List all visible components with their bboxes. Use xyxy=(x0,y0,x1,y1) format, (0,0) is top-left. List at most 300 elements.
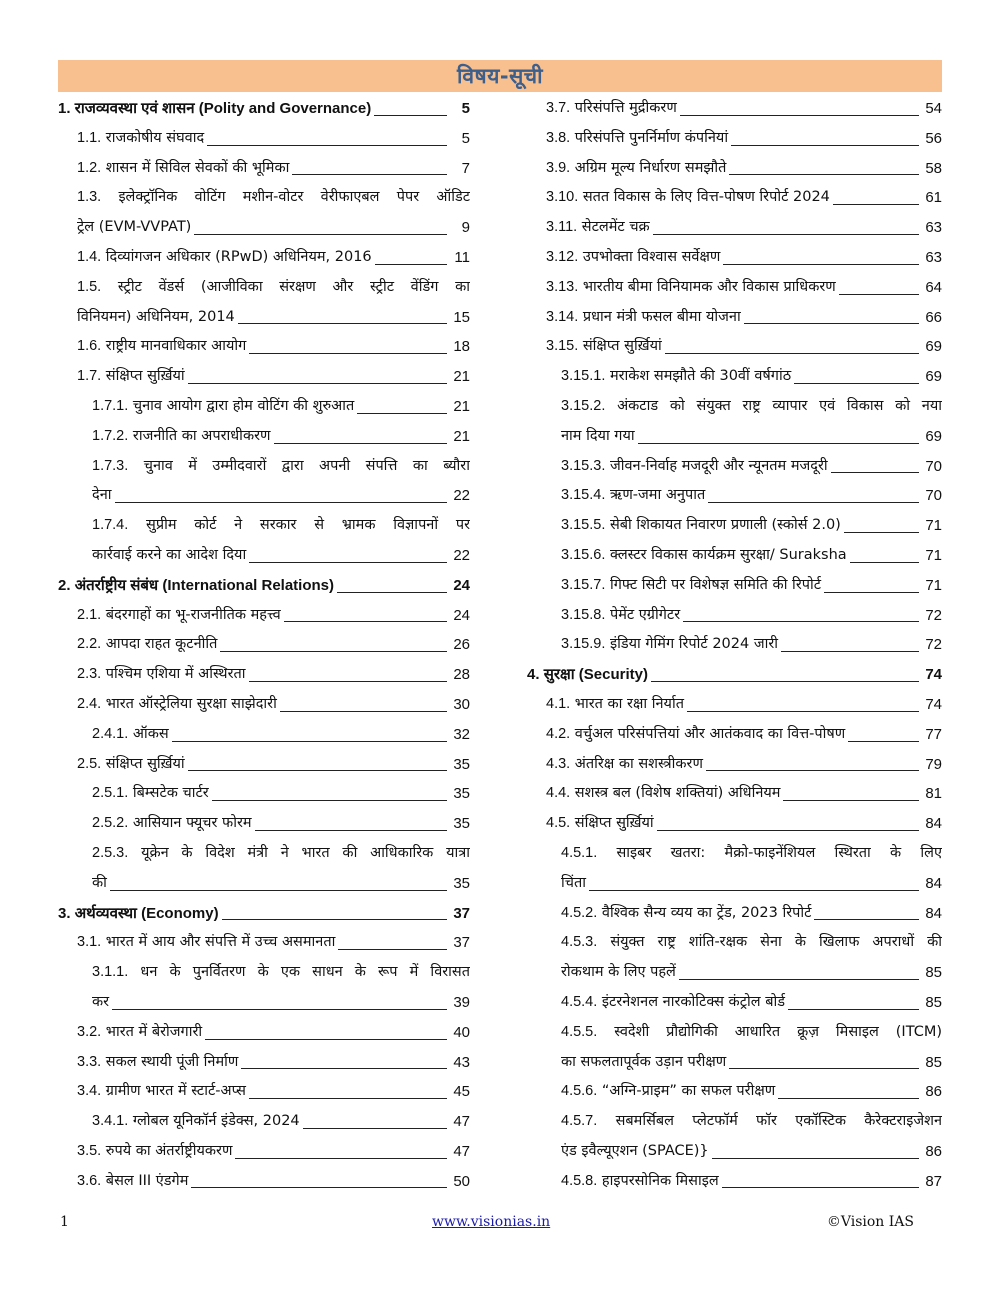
entry-number: 2. xyxy=(58,576,71,594)
dot-leader xyxy=(357,413,447,414)
entry-title: बंदरगाहों का भू-राजनीतिक महत्त्व xyxy=(105,606,281,623)
toc-subsection-entry[interactable] xyxy=(527,928,942,988)
entry-page-number: 87 xyxy=(925,1172,942,1190)
entry-number: 3.15.5. xyxy=(561,517,606,534)
entry-page-number: 79 xyxy=(925,755,942,773)
dot-leader xyxy=(687,711,919,712)
entry-title: भारत ऑस्ट्रेलिया सुरक्षा साझेदारी xyxy=(105,695,277,712)
entry-page-number: 71 xyxy=(925,546,942,564)
entry-title: भारत में आय और संपत्ति में उच्च असमानता xyxy=(105,934,336,951)
entry-page-number: 5 xyxy=(461,100,470,117)
toc-subsection-entry[interactable] xyxy=(58,392,470,422)
toc-chapter-entry[interactable] xyxy=(58,571,470,601)
entry-page-number: 22 xyxy=(453,487,470,505)
entry-number: 3.2. xyxy=(77,1023,102,1040)
entry-page-number: 84 xyxy=(925,815,942,833)
toc-chapter-entry[interactable] xyxy=(58,899,470,929)
toc-section-entry[interactable] xyxy=(527,243,942,273)
toc-section-entry[interactable] xyxy=(527,213,942,243)
toc-section-entry[interactable] xyxy=(58,183,470,243)
entry-number: 3.14. xyxy=(546,308,579,325)
entry-number: 3.10. xyxy=(546,189,579,206)
toc-section-entry[interactable] xyxy=(58,1167,470,1197)
entry-number: 2.5. xyxy=(77,755,102,772)
toc-subsection-entry[interactable] xyxy=(527,452,942,482)
entry-number: 3.8. xyxy=(546,129,571,146)
entry-page-number: 50 xyxy=(453,1172,470,1190)
toc-subsection-entry[interactable] xyxy=(527,392,942,452)
entry-number: 2.4. xyxy=(77,695,102,712)
entry-number: 4.5.6. xyxy=(561,1083,598,1100)
entry-title: ग्रामीण भारत में स्टार्ट-अप्स xyxy=(105,1083,246,1100)
entry-title: सतत विकास के लिए वित्त-पोषण रिपोर्ट 2024 xyxy=(582,189,830,206)
toc-section-entry[interactable] xyxy=(527,809,942,839)
entry-title: राष्ट्रीय मानवाधिकार आयोग xyxy=(105,338,247,355)
entry-number: 3.1. xyxy=(77,934,102,951)
toc-subsection-entry[interactable] xyxy=(58,511,470,571)
entry-page-number: 5 xyxy=(461,129,470,147)
entry-page-number: 63 xyxy=(925,219,942,237)
entry-title: दिव्यांगजन अधिकार (RPwD) अधिनियम, 2016 xyxy=(105,248,372,265)
toc-subsection-entry[interactable] xyxy=(58,422,470,452)
entry-number: 4.5. xyxy=(546,815,571,832)
toc-subsection-entry[interactable] xyxy=(527,630,942,660)
dot-leader xyxy=(783,800,919,801)
entry-number: 4.2. xyxy=(546,725,571,742)
dot-leader xyxy=(665,353,919,354)
entry-title: पेमेंट एग्रीगेटर xyxy=(609,606,681,623)
toc-section-entry[interactable] xyxy=(58,124,470,154)
dot-leader xyxy=(833,204,919,205)
toc-section-entry[interactable] xyxy=(58,273,470,333)
dot-leader xyxy=(338,949,447,950)
toc-subsection-entry[interactable] xyxy=(527,988,942,1018)
entry-title: उपभोक्ता विश्वास सर्वेक्षण xyxy=(582,248,721,265)
toc-subsection-entry[interactable] xyxy=(527,1077,942,1107)
entry-page-number: 66 xyxy=(925,308,942,326)
entry-title: ऋण-जमा अनुपात xyxy=(609,487,706,504)
dot-leader xyxy=(284,621,447,622)
toc-subsection-entry[interactable] xyxy=(527,899,942,929)
toc-section-entry[interactable] xyxy=(527,750,942,780)
toc-section-entry[interactable] xyxy=(527,124,942,154)
toc-section-entry[interactable] xyxy=(527,720,942,750)
entry-number: 2.5.2. xyxy=(92,815,129,832)
entry-number: 1.7.4. xyxy=(92,517,129,534)
entry-title: सेटलमेंट चक्र xyxy=(581,219,650,236)
toc-subsection-entry[interactable] xyxy=(58,452,470,512)
dot-leader xyxy=(706,770,919,771)
dot-leader xyxy=(683,621,919,622)
entry-page-number: 85 xyxy=(925,1053,942,1071)
entry-number: 3.15. xyxy=(546,338,579,355)
entry-number: 3. xyxy=(58,904,71,922)
dot-leader xyxy=(814,919,919,920)
entry-number: 3.15.1. xyxy=(561,368,606,385)
entry-number: 3.12. xyxy=(546,248,579,265)
entry-page-number: 11 xyxy=(454,248,470,266)
entry-title: “अग्नि-प्राइम” का सफल परीक्षण xyxy=(601,1083,776,1100)
dot-leader xyxy=(850,562,919,563)
toc-subsection-entry[interactable] xyxy=(58,720,470,750)
toc-subsection-entry[interactable] xyxy=(527,571,942,601)
entry-title: परिसंपत्ति मुद्रीकरण xyxy=(574,100,677,116)
entry-page-number: 47 xyxy=(453,1113,470,1131)
entry-title: इंटरनेशनल नारकोटिक्स कंट्रोल बोर्ड xyxy=(601,993,785,1010)
entry-page-number: 84 xyxy=(925,874,942,892)
entry-number: 2.1. xyxy=(77,606,102,623)
toc-section-entry[interactable] xyxy=(58,362,470,392)
dot-leader xyxy=(241,1068,447,1069)
entry-page-number: 74 xyxy=(925,695,942,713)
dot-leader xyxy=(112,1009,447,1010)
toc-section-entry[interactable] xyxy=(58,154,470,184)
toc-section-entry[interactable] xyxy=(527,690,942,720)
entry-number: 3.9. xyxy=(546,159,571,176)
entry-number: 3.3. xyxy=(77,1053,102,1070)
toc-subsection-entry[interactable] xyxy=(527,362,942,392)
dot-leader xyxy=(220,651,447,652)
entry-title: सुप्रीम कोर्ट ने सरकार से भ्रामक विज्ञापनों पर xyxy=(146,517,470,534)
entry-number: 3.15.6. xyxy=(561,546,606,563)
entry-title: आपदा राहत कूटनीति xyxy=(105,636,218,653)
entry-page-number: 35 xyxy=(453,785,470,803)
entry-page-number: 47 xyxy=(453,1142,470,1160)
entry-title: अंतरिक्ष का सशस्त्रीकरण xyxy=(574,755,703,772)
entry-page-number: 24 xyxy=(453,606,470,624)
entry-number: 2.2. xyxy=(77,636,102,653)
toc-section-entry[interactable] xyxy=(527,154,942,184)
entry-page-number: 30 xyxy=(453,695,470,713)
dot-leader xyxy=(238,323,447,324)
dot-leader xyxy=(115,502,447,503)
entry-page-number: 35 xyxy=(453,874,470,892)
entry-title: अंतर्राष्ट्रीय संबंध (International Relations) xyxy=(74,576,335,594)
entry-number: 3.4. xyxy=(77,1083,102,1100)
toc-section-entry[interactable] xyxy=(527,94,942,124)
entry-page-number: 81 xyxy=(925,785,942,803)
entry-page-number: 45 xyxy=(453,1083,470,1101)
entry-page-number: 74 xyxy=(925,666,942,684)
dot-leader xyxy=(794,383,919,384)
entry-title: हाइपरसोनिक मिसाइल xyxy=(601,1172,719,1189)
footer-copyright: ©Vision IAS xyxy=(826,1214,914,1230)
entry-page-number: 39 xyxy=(453,993,470,1011)
entry-page-number: 54 xyxy=(925,100,942,117)
dot-leader xyxy=(844,532,919,533)
entry-title: साइबर खतरा: मैक्रो-फाइनेंशियल स्थिरता के लिए xyxy=(616,844,942,861)
entry-number: 3.5. xyxy=(77,1142,102,1159)
entry-title: मराकेश समझौते की 30वीं वर्षगांठ xyxy=(609,368,792,385)
entry-page-number: 26 xyxy=(453,636,470,654)
entry-number: 3.15.2. xyxy=(561,397,606,414)
entry-page-number: 69 xyxy=(925,368,942,386)
entry-title-continued: ट्रेल (EVM-VVPAT) xyxy=(77,219,192,236)
dot-leader xyxy=(744,323,919,324)
toc-chapter-entry[interactable] xyxy=(527,660,942,690)
toc-subsection-entry[interactable] xyxy=(58,958,470,1018)
dot-leader xyxy=(375,264,447,265)
entry-number: 1. xyxy=(58,100,71,117)
entry-title: ऑकस xyxy=(132,725,169,742)
entry-title: चुनाव आयोग द्वारा होम वोटिंग की शुरुआत xyxy=(132,397,355,414)
entry-title-continued: देना xyxy=(92,487,112,504)
entry-title: अर्थव्यवस्था (Economy) xyxy=(74,904,219,922)
entry-title: सशस्त्र बल (विशेष शक्तियां) अधिनियम xyxy=(574,785,781,802)
dot-leader xyxy=(337,592,447,593)
entry-page-number: 56 xyxy=(925,129,942,147)
entry-title: वैश्विक सैन्य व्यय का ट्रेंड, 2023 रिपोर्ट xyxy=(601,904,812,921)
entry-number: 1.1. xyxy=(77,129,102,146)
dot-leader xyxy=(249,1098,447,1099)
entry-page-number: 21 xyxy=(453,368,470,386)
entry-title: पश्चिम एशिया में अस्थिरता xyxy=(105,666,246,683)
entry-page-number: 37 xyxy=(453,904,470,922)
dot-leader xyxy=(191,1187,447,1188)
toc-section-entry[interactable] xyxy=(527,183,942,213)
entry-title-continued: विनियमन) अधिनियम, 2014 xyxy=(77,308,235,325)
entry-title: आसियान फ्यूचर फोरम xyxy=(132,815,252,832)
toc-section-entry[interactable] xyxy=(58,630,470,660)
dot-leader xyxy=(280,711,447,712)
entry-title: धन के पुनर्वितरण के एक साधन के रूप में विरासत xyxy=(140,964,470,981)
entry-number: 4.5.5. xyxy=(561,1023,598,1040)
entry-page-number: 64 xyxy=(925,278,942,296)
dot-leader xyxy=(249,681,447,682)
entry-title: प्रधान मंत्री फसल बीमा योजना xyxy=(582,308,741,325)
dot-leader xyxy=(207,145,447,146)
toc-subsection-entry[interactable] xyxy=(527,839,942,899)
entry-title: संक्षिप्त सुर्ख़ियां xyxy=(582,338,662,355)
dot-leader xyxy=(679,979,919,980)
entry-title: इलेक्ट्रॉनिक वोटिंग मशीन-वोटर वेरीफाएबल पेपर ऑडिट xyxy=(118,189,470,206)
entry-title: सुरक्षा (Security) xyxy=(543,666,648,684)
entry-page-number: 37 xyxy=(453,934,470,952)
dot-leader xyxy=(110,890,447,891)
entry-title: सेबी शिकायत निवारण प्रणाली (स्कोर्स 2.0) xyxy=(609,517,841,534)
toc-section-entry[interactable] xyxy=(58,1018,470,1048)
entry-number: 3.15.8. xyxy=(561,606,606,623)
entry-title: राजव्यवस्था एवं शासन (Polity and Governance) xyxy=(74,100,372,117)
toc-subsection-entry[interactable] xyxy=(58,839,470,899)
dot-leader xyxy=(723,264,919,265)
dot-leader xyxy=(374,115,447,116)
entry-page-number: 84 xyxy=(925,904,942,922)
dot-leader xyxy=(722,1187,919,1188)
toc-subsection-entry[interactable] xyxy=(527,1167,942,1197)
dot-leader xyxy=(188,770,447,771)
entry-title-continued: का सफलतापूर्वक उड़ान परीक्षण xyxy=(561,1053,727,1070)
entry-page-number: 61 xyxy=(925,189,942,207)
entry-title: भारतीय बीमा विनियामक और विकास प्राधिकरण xyxy=(582,278,836,295)
dot-leader xyxy=(188,383,447,384)
toc-section-entry[interactable] xyxy=(58,690,470,720)
entry-title: इंडिया गेमिंग रिपोर्ट 2024 जारी xyxy=(609,636,779,653)
entry-number: 1.4. xyxy=(77,248,102,265)
entry-title-continued: चिंता xyxy=(561,874,586,891)
toc-subsection-entry[interactable] xyxy=(527,601,942,631)
dot-leader xyxy=(249,562,447,563)
entry-page-number: 86 xyxy=(925,1083,942,1101)
entry-page-number: 43 xyxy=(453,1053,470,1071)
toc-section-entry[interactable] xyxy=(527,273,942,303)
toc-subsection-entry[interactable] xyxy=(58,809,470,839)
dot-leader xyxy=(212,800,447,801)
entry-number: 1.7.3. xyxy=(92,457,129,474)
entry-page-number: 69 xyxy=(925,427,942,445)
entry-title: सबमर्सिबल प्लेटफॉर्म फॉर एकॉस्टिक कैरेक्टराइजेशन xyxy=(615,1113,942,1130)
entry-title: संक्षिप्त सुर्ख़ियां xyxy=(105,755,185,772)
entry-number: 3.4.1. xyxy=(92,1113,129,1130)
toc-section-entry[interactable] xyxy=(527,303,942,333)
entry-title: क्लस्टर विकास कार्यक्रम सुरक्षा/ Suraksha xyxy=(609,546,847,563)
toc-subsection-entry[interactable] xyxy=(527,1018,942,1078)
toc-subsection-entry[interactable] xyxy=(527,1107,942,1167)
toc-right-column xyxy=(527,94,942,1196)
toc-section-entry[interactable] xyxy=(58,243,470,273)
toc-subsection-entry[interactable] xyxy=(527,541,942,571)
entry-title: बेसल III एंडगेम xyxy=(105,1172,189,1189)
entry-title: वर्चुअल परिसंपत्तियां और आतंकवाद का वित्त-पोषण xyxy=(574,725,846,742)
entry-number: 1.5. xyxy=(77,278,102,295)
entry-title-continued: रोकथाम के लिए पहलें xyxy=(561,964,676,981)
entry-page-number: 70 xyxy=(925,457,942,475)
dot-leader xyxy=(788,1009,919,1010)
entry-number: 3.15.9. xyxy=(561,636,606,653)
entry-title: भारत में बेरोजगारी xyxy=(105,1023,203,1040)
entry-page-number: 35 xyxy=(453,755,470,773)
entry-title: अंकटाड को संयुक्त राष्ट्र व्यापार एवं विकास को नया xyxy=(617,397,942,414)
entry-page-number: 70 xyxy=(925,487,942,505)
entry-title: परिसंपत्ति पुनर्निर्माण कंपनियां xyxy=(574,129,729,146)
dot-leader xyxy=(172,741,447,742)
entry-number: 2.3. xyxy=(77,666,102,683)
entry-page-number: 35 xyxy=(453,815,470,833)
toc-section-entry[interactable] xyxy=(58,1077,470,1107)
entry-page-number: 32 xyxy=(453,725,470,743)
entry-title-continued: नाम दिया गया xyxy=(561,427,635,444)
entry-page-number: 71 xyxy=(925,517,942,535)
entry-number: 1.3. xyxy=(77,189,102,206)
toc-section-entry[interactable] xyxy=(58,660,470,690)
dot-leader xyxy=(657,830,919,831)
toc-section-entry[interactable] xyxy=(58,1137,470,1167)
dot-leader xyxy=(292,174,447,175)
toc-title: विषय-सूची xyxy=(456,64,544,88)
entry-page-number: 24 xyxy=(453,576,470,594)
dot-leader xyxy=(194,234,447,235)
dot-leader xyxy=(729,174,919,175)
entry-number: 4. xyxy=(527,666,540,684)
entry-page-number: 21 xyxy=(453,397,470,415)
entry-title: संयुक्त राष्ट्र शांति-रक्षक सेना के खिलाफ अपराधों की xyxy=(610,934,942,951)
entry-title: राजनीति का अपराधीकरण xyxy=(132,427,271,444)
entry-page-number: 71 xyxy=(925,576,942,594)
entry-page-number: 77 xyxy=(925,725,942,743)
dot-leader xyxy=(824,592,919,593)
dot-leader xyxy=(729,1068,919,1069)
dot-leader xyxy=(638,443,919,444)
entry-title: स्ट्रीट वेंडर्स (आजीविका संरक्षण और स्ट्रीट वेंडिंग का xyxy=(117,278,470,295)
entry-number: 4.5.4. xyxy=(561,993,598,1010)
toc-section-entry[interactable] xyxy=(58,332,470,362)
entry-page-number: 69 xyxy=(925,338,942,356)
footer-website-link[interactable]: www.visionias.in xyxy=(432,1214,551,1230)
entry-title: अग्रिम मूल्य निर्धारण समझौते xyxy=(574,159,727,176)
entry-number: 3.1.1. xyxy=(92,964,129,981)
entry-page-number: 15 xyxy=(453,308,470,326)
entry-page-number: 21 xyxy=(453,427,470,445)
entry-number: 1.7. xyxy=(77,368,102,385)
toc-section-entry[interactable] xyxy=(527,779,942,809)
dot-leader xyxy=(303,1128,447,1129)
entry-title: स्वदेशी प्रौद्योगिकी आधारित क्रूज़ मिसाइल (ITCM) xyxy=(614,1023,942,1040)
toc-subsection-entry[interactable] xyxy=(58,1107,470,1137)
toc-section-entry[interactable] xyxy=(58,601,470,631)
entry-number: 1.6. xyxy=(77,338,102,355)
entry-page-number: 7 xyxy=(461,159,470,177)
entry-page-number: 72 xyxy=(925,606,942,624)
entry-number: 1.2. xyxy=(77,159,102,176)
toc-subsection-entry[interactable] xyxy=(58,779,470,809)
entry-title: चुनाव में उम्मीदवारों द्वारा अपनी संपत्ति का ब्यौरा xyxy=(143,457,470,474)
entry-page-number: 86 xyxy=(925,1142,942,1160)
toc-section-entry[interactable] xyxy=(58,750,470,780)
toc-subsection-entry[interactable] xyxy=(527,511,942,541)
entry-title: ग्लोबल यूनिकॉर्न इंडेक्स, 2024 xyxy=(132,1113,300,1130)
dot-leader xyxy=(222,919,447,920)
entry-page-number: 28 xyxy=(453,666,470,684)
toc-subsection-entry[interactable] xyxy=(527,481,942,511)
dot-leader xyxy=(848,741,919,742)
entry-title: सकल स्थायी पूंजी निर्माण xyxy=(105,1053,239,1070)
entry-title-continued: कर xyxy=(92,993,110,1010)
entry-page-number: 58 xyxy=(925,159,942,177)
entry-page-number: 22 xyxy=(453,546,470,564)
toc-section-entry[interactable] xyxy=(58,1048,470,1078)
entry-title: भारत का रक्षा निर्यात xyxy=(574,695,684,712)
entry-number: 4.1. xyxy=(546,695,571,712)
dot-leader xyxy=(680,115,919,116)
entry-number: 4.5.1. xyxy=(561,844,598,861)
entry-title: संक्षिप्त सुर्ख़ियां xyxy=(574,815,654,832)
entry-number: 4.3. xyxy=(546,755,571,772)
dot-leader xyxy=(589,890,919,891)
entry-number: 3.15.4. xyxy=(561,487,606,504)
entry-number: 3.11. xyxy=(546,219,578,236)
entry-page-number: 18 xyxy=(453,338,470,356)
dot-leader xyxy=(205,1039,447,1040)
entry-title-continued: कार्रवाई करने का आदेश दिया xyxy=(92,546,247,563)
dot-leader xyxy=(781,651,919,652)
entry-page-number: 85 xyxy=(925,993,942,1011)
entry-title: जीवन-निर्वाह मजदूरी और न्यूनतम मजदूरी xyxy=(609,457,828,474)
entry-title: यूक्रेन के विदेश मंत्री ने भारत की आधिकारिक यात्रा xyxy=(141,844,470,861)
entry-title: गिफ्ट सिटी पर विशेषज्ञ समिति की रिपोर्ट xyxy=(609,576,822,593)
entry-number: 3.6. xyxy=(77,1172,102,1189)
toc-section-entry[interactable] xyxy=(527,332,942,362)
entry-title: रुपये का अंतर्राष्ट्रीयकरण xyxy=(105,1142,233,1159)
dot-leader xyxy=(831,472,919,473)
toc-chapter-entry[interactable] xyxy=(58,94,470,124)
entry-title-continued: की xyxy=(92,874,107,891)
dot-leader xyxy=(731,145,919,146)
entry-number: 4.5.7. xyxy=(561,1113,598,1130)
dot-leader xyxy=(651,681,919,682)
entry-number: 3.15.3. xyxy=(561,457,606,474)
toc-section-entry[interactable] xyxy=(58,928,470,958)
entry-title: बिम्सटेक चार्टर xyxy=(132,785,209,802)
